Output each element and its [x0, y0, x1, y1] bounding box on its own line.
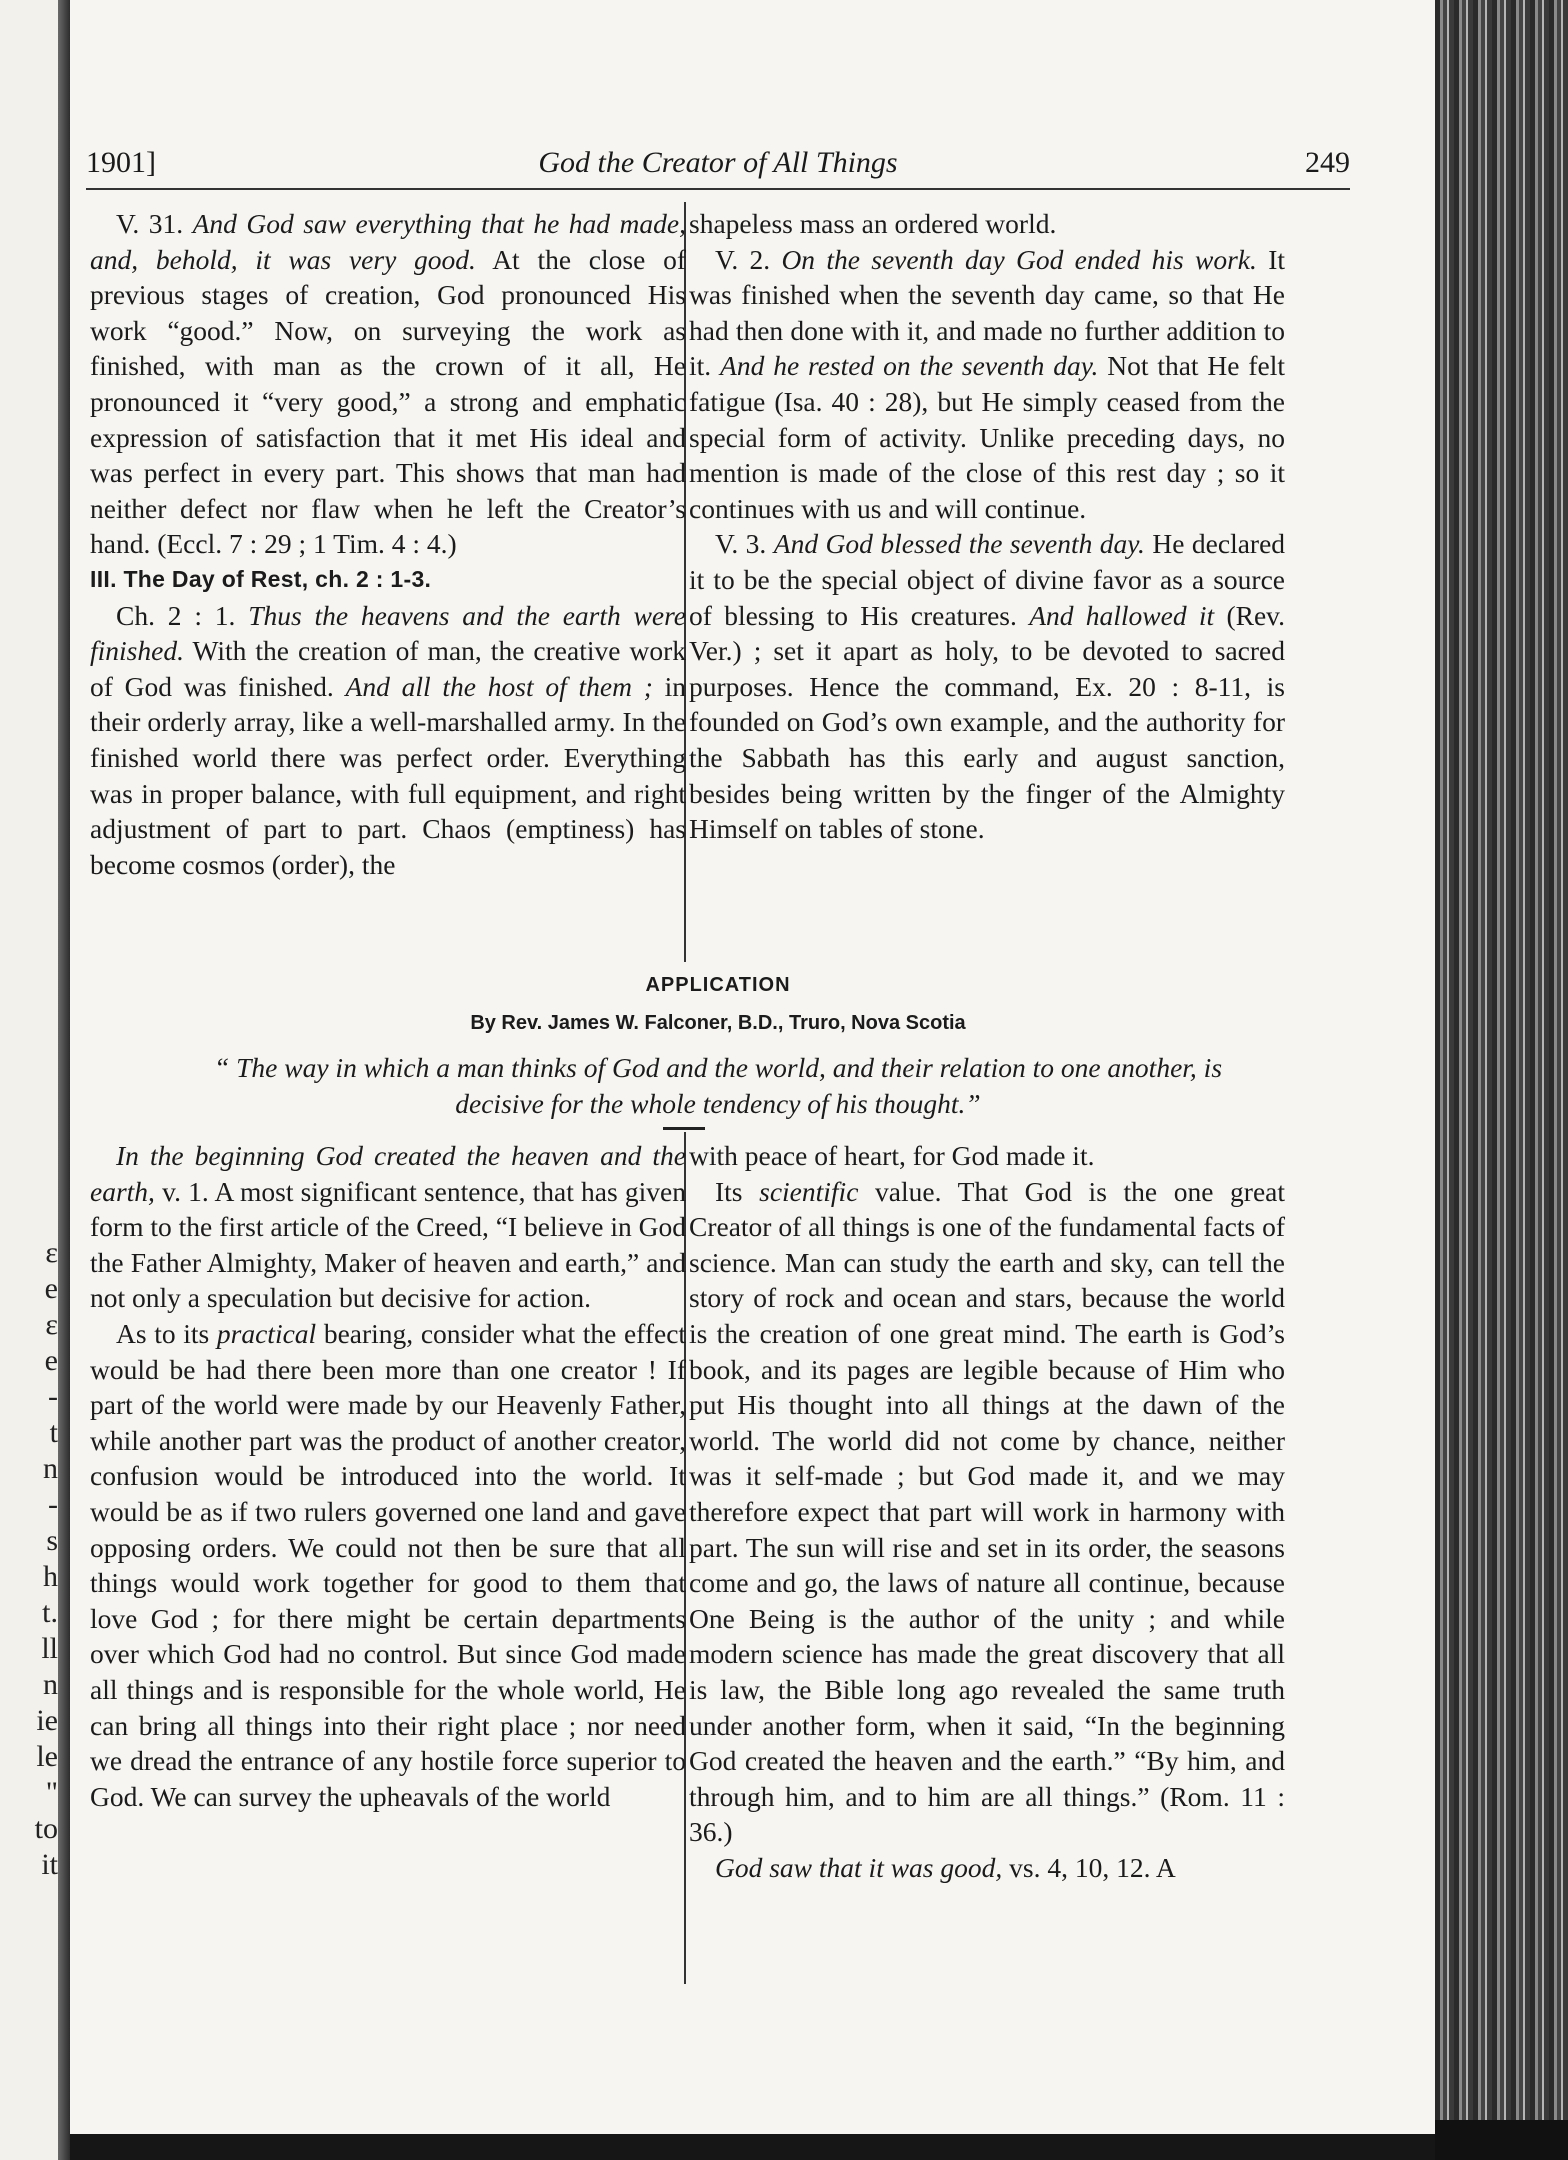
facing-page-fragment: t	[49, 1416, 58, 1449]
paragraph-text: bearing, consider what the effect would be had there been more than one creator ! If part of the world were made by our Heavenly Father, while another part was the product of another creator, confusion would be introduced into the world. It would be as if two rulers governed one land and gave opposing orders. We could not then be sure that all things would work together for good to them that love God ; for there might be certain departments over which God had no control. But since God made all things and is responsible for the whole world, He can bring all things into their right place ; nor need we dread the entrance of any hostile force superior to God. We can survey the upheavals of the world	[90, 1317, 687, 1812]
page-number: 249	[1305, 146, 1350, 179]
emphasis: scientific	[759, 1175, 859, 1207]
verse-ref: V. 31.	[116, 208, 184, 239]
application-paragraph-2	[90, 1316, 686, 1814]
verse-2-paragraph	[689, 242, 1285, 527]
facing-page-fragment: n	[43, 1668, 58, 1701]
facing-page-fragment: to	[34, 1812, 58, 1845]
application-paragraph-4	[689, 1850, 1285, 1886]
running-head-year: 1901]	[86, 146, 156, 179]
facing-page-fragment: ll	[41, 1632, 58, 1665]
commentary-column-left	[90, 206, 686, 882]
header-rule	[86, 188, 1350, 190]
verse-comment: Not that He felt fatigue (Isa. 40 : 28), but He simply ceased from the special form of activity. Unlike preceding days, no mention is made of the close of this rest day ; so it continues with us and will continue.	[689, 350, 1286, 524]
paragraph-text: vs. 4, 10, 12. A	[1009, 1851, 1176, 1883]
application-column-right	[689, 1138, 1285, 1885]
application-column-left	[90, 1138, 686, 1814]
facing-page-fragment: "	[45, 1776, 58, 1809]
continued-paragraph: shapeless mass an ordered world.	[689, 208, 1057, 239]
facing-page-fragment: -	[48, 1488, 58, 1521]
chapter-2-verse-1-paragraph	[90, 598, 686, 883]
verse-comment: He declared it to be the special object of divine favor as a source of blessing to His creatures.	[689, 528, 1286, 631]
facing-page-fragment: h	[43, 1560, 58, 1593]
page-bottom-shadow	[70, 2134, 1435, 2160]
emphasis: practical	[216, 1317, 317, 1349]
facing-page-fragment: t.	[42, 1596, 58, 1629]
verse-3-paragraph	[689, 526, 1285, 846]
verse-ref: V. 2.	[715, 243, 771, 275]
verse-comment: It was finished when the seventh day came, so that He had then done with it, and made no further addition to it.	[689, 243, 1286, 382]
section-heading: III. The Day of Rest, ch. 2 : 1-3.	[90, 565, 432, 592]
verse-comment: in their orderly array, like a well-marshalled army. In the finished world there was perfect order. Everything was in proper balance, with full equipment, and right adjustment of part to part. Chaos (emptiness) has become cosmos (order), the	[90, 670, 687, 880]
verse-quote: And God saw everything that he had made, and, behold, it was very good.	[90, 208, 687, 275]
verse-ref: V. 3.	[715, 528, 767, 560]
application-paragraph-3	[689, 1174, 1285, 1850]
verse-quote: In the beginning God created the heaven and the earth,	[90, 1140, 686, 1207]
running-head-title: God the Creator of All Things	[538, 146, 898, 179]
verse-ref: Ch. 2 : 1.	[116, 599, 236, 631]
facing-page-fragment: ie	[36, 1704, 58, 1737]
facing-page-fragment: it	[41, 1848, 58, 1881]
verse-quote: And hallowed it	[1029, 599, 1215, 631]
epigraph-line-2: decisive for the whole tendency of his thought.”	[455, 1088, 981, 1119]
verse-quote: And God blessed the seventh day.	[773, 528, 1145, 560]
verse-quote: God saw that it was good,	[715, 1851, 1003, 1883]
epigraph-line-1: “ The way in which a man thinks of God and the world, and their relation to one another, is	[213, 1052, 1223, 1083]
facing-page-edge	[0, 0, 70, 2160]
facing-page-fragment: e	[44, 1272, 58, 1305]
paragraph-text: As to its	[116, 1317, 210, 1349]
running-head	[86, 146, 1350, 186]
epigraph-rule	[663, 1127, 705, 1130]
facing-page-fragment: s	[46, 1524, 58, 1557]
paragraph-text: value. That God is the one great Creator of all things is one of the fundamental facts of science. Man can study the earth and sky, can tell the story of rock and ocean and stars, because the world is the creation of one great mind. The earth is God’s book, and its pages are legible because of Him who put His thought into all things at the dawn of the world. The world did not come by chance, neither was it self-made ; but God made it, and we may therefore expect that part will work in harmony with part. The sun will rise and set in its order, the seasons come and go, the laws of nature all continue, because One Being is the author of the unity ; and while modern science has made the great discovery that all is law, the Bible long ago revealed the same truth under another form, when it said, “In the beginning God created the heaven and the earth.” “By him, and through him, and to him are all things.” (Rom. 11 : 36.)	[689, 1175, 1286, 1848]
application-paragraph-1	[90, 1138, 686, 1316]
application-epigraph	[86, 1050, 1350, 1122]
application-byline: By Rev. James W. Falconer, B.D., Truro, Nova Scotia	[470, 1012, 966, 1034]
book-page-edges	[1435, 0, 1568, 2160]
verse-quote: On the seventh day God ended his work.	[781, 243, 1257, 275]
facing-page-fragment: ε	[45, 1236, 58, 1269]
verse-quote: And he rested on the seventh day.	[720, 350, 1099, 382]
facing-page-fragment: n	[43, 1452, 58, 1485]
verse-comment: With the creation of man, the creative work of God was finished.	[90, 635, 686, 702]
facing-page-fragment: ε	[45, 1308, 58, 1341]
paragraph-text: Its	[715, 1175, 743, 1207]
verse-31-paragraph	[90, 206, 686, 562]
page-edges-shadow	[1435, 2120, 1568, 2160]
verse-quote: Thus the heavens and the earth were finished.	[90, 599, 687, 667]
facing-page-fragment: le	[36, 1740, 58, 1773]
paragraph-text: v. 1. A most significant sentence, that has given form to the first article of the Creed, “I believe in God the Father Almighty, Maker of heaven and earth,” and not only a speculation but decisive for action.	[90, 1175, 686, 1314]
application-heading: APPLICATION	[645, 974, 791, 996]
verse-quote: And all the host of them ;	[345, 670, 653, 702]
verse-comment: (Rev. Ver.) ; set it apart as holy, to be devoted to sacred purposes. Hence the command, Ex. 20 : 8-11, is founded on God’s own example, and the authority for the Sabbath has this early and august sanction, besides being written by the finger of the Almighty Himself on tables of stone.	[689, 599, 1286, 845]
continued-paragraph: with peace of heart, for God made it.	[689, 1140, 1095, 1171]
facing-page-fragment: e	[44, 1344, 58, 1377]
commentary-column-right	[689, 206, 1285, 847]
verse-comment: At the close of previous stages of creation, God pronounced His work “good.” Now, on surveying the work as finished, with man as the crown of it all, He pronounced it “very good,” a strong and emphatic expression of satisfaction that it met His ideal and was perfect in every part. This shows that man had neither defect nor flaw when he left the Creator’s hand. (Eccl. 7 : 29 ; 1 Tim. 4 : 4.)	[90, 243, 686, 560]
facing-page-fragment: -	[48, 1380, 58, 1413]
